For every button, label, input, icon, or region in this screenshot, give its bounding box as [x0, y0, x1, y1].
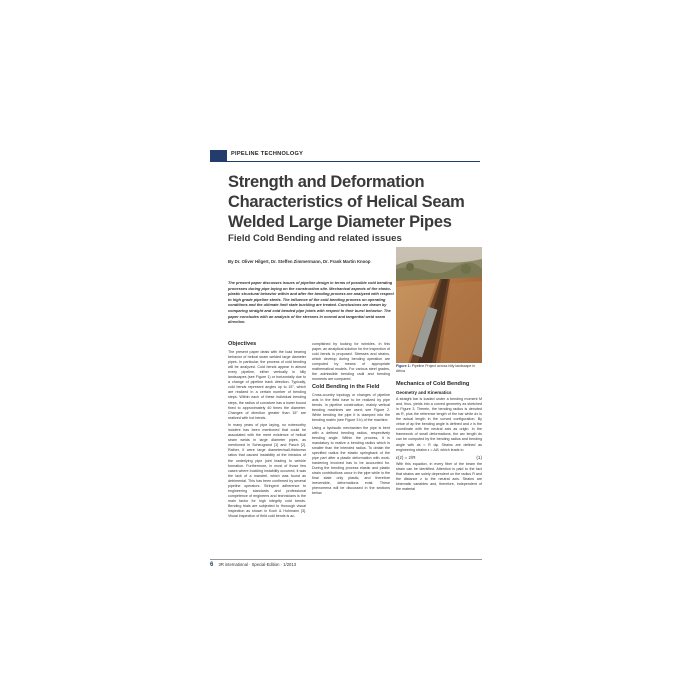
page-footer — [210, 562, 482, 568]
pipeline-trench-image — [396, 247, 482, 363]
equation-1-number: (1) — [476, 455, 482, 461]
objectives-paragraph-2: In many years of pipe laying, no noteworthy incident has been mentioned that could be associated with the mere existence of helical seam welds in large diameter pipes, as mentioned in Scheugrand [1] and Pasch [2]. Rather, it were large diameter/wall-thickness ratios that caused instability at the intrados of the underlying pipe joint leading to wrinkle formation. Furthermore, in most of those few cases where buckling instability occurred, it was the lack of a mandrel, which was found as detrimental. This has been confirmed by several pipeline operators. Stringent adherence to engineering standards and professional competence of engineers and technicians is the main factor for high integrity cold bends. Bending trials are subjected to thorough visual inspection as shown in Koch & Hohmann [3]. Visual inspection of field cold bends is ac- — [228, 423, 306, 519]
cold-bending-heading: Cold Bending in the Field — [312, 383, 380, 390]
objectives-heading: Objectives — [228, 341, 257, 347]
pipeline-photo — [396, 247, 482, 363]
cold-bending-paragraph-2: Using a hydraulic mechanism the pipe is bent with a defined bending radius, respectively bending angle. Within the process, it is mandatory to realize a bending radius which is smaller than the intended radius. To obtain the specified radius the elastic springback of the pipe part after a plastic deformation with work-hardening involved has to be accounted for. During the bending process elastic and plastic strain contributions occur in the pipe while in the final state only plastic, and therefore irreversible, deformations exist. These phenomena will be discussed in the sections below. — [312, 425, 390, 496]
geometry-subheading: Geometry and Kinematics — [396, 390, 452, 396]
column-3 — [396, 382, 482, 495]
equation-1 — [396, 455, 482, 460]
figure-label: Figure 1: — [396, 364, 411, 368]
article-abstract: The present paper discusses issues of pipeline design in terms of possible cold bending processes during pipe laying on the construction site. Mechanical aspects of the elasto-plastic structural behavior within and after the bending process are analyzed with respect to high grade pipeline steels. The influence of the cold bending process on operating conditions and the ultimate limit state buckling are treated. Conclusions are drawn by comparing straight and cold bended pipe joints with respect to their burst behavior. The paper concludes with an analysis of the stresses in normal and tangential weld seam direction. — [228, 280, 394, 325]
section-label: PIPELINE TECHNOLOGY — [231, 151, 304, 157]
section-rule — [227, 161, 480, 162]
figure-caption-text: Pipeline Project across hilly landscape in Africa — [396, 364, 475, 373]
article-subtitle: Field Cold Bending and related issues — [228, 233, 402, 244]
article-authors: By Dr. Oliver Hilgert, Dr. Steffen Zimmermann, Dr. Frank Martin Knoop — [228, 259, 371, 264]
equation-1-formula: ε(z) = z/R — [396, 455, 416, 461]
mechanics-paragraph-1: A straight bar is loaded under a bending moment M and, thus, yields into a curved geometry as sketched in Figure 3. Therein, the bending radius is denoted as R, plus the reference length of the bar while dx is the actual length in the curved configuration. By virtue of ap the bending angle is defined and z is the coordinate with the neutral axis as origin. In the framework of small deformations, the arc length ds can be computed by the bending radius and bending angle with ds = R dφ. Strains are defined as engineering strains ε = Δl/l, which leads to — [396, 397, 482, 452]
page-number: 6 — [210, 562, 214, 568]
cold-bending-paragraph-1: Cross-country topology or changes of pipeline axis in the field have to be realized by pipe bends. In pipeline construction, mainly vertical bending machines are used; see Figure 2. While bending the pipe it is clamped into the bending matrix (see Figure 3 b) of the machine. — [312, 392, 390, 423]
figure-caption — [396, 364, 482, 373]
section-header — [210, 150, 480, 162]
mechanics-heading: Mechanics of Cold Bending — [396, 381, 470, 387]
objectives-continuation: complished by looking for wrinkles. In this paper, an analytical solution for the inspection of cold bends is proposed. Stresses and strains, which develop during bending operation are computed by means of appropriate mathematical models. For various steel grades, the admissible bending radii and bending moments are compared. — [312, 342, 390, 382]
objectives-paragraph-1: The present paper deals with the load bearing behavior of helical seam welded large diameter pipes. In particular, the process of cold bending will be analyzed. Cold bends appear in almost every pipeline, either vertically in hilly landscapes (see Figure 1) or horizontally due to a change of pipeline track direction. Typically, cold bends represent angles up to 15°, which are realized in a certain number of bending steps. Within each of these individual bending steps, the radius of curvature has a lower bound fixed to approximately 40 times the diameter. Changes of direction greater than 15° are realized with hot bends. — [228, 350, 306, 420]
column-1 — [228, 342, 306, 522]
column-2 — [312, 342, 390, 499]
article-title: Strength and Deformation Characteristics of Helical Seam Welded Large Diameter Pipes — [228, 173, 465, 231]
footer-text: 3R international · Special-Edition · 1/2013 — [218, 562, 297, 567]
mechanics-paragraph-2: With this equation, in every fiber of the beam the strain can be identified. Attention is paid to the fact that strains are solely dependent on the radius R and the distance z to the neutral axis. Strains are kinematic variables and, therefore, independent of the material — [396, 462, 482, 492]
footer-rule — [210, 559, 482, 560]
section-color-block — [210, 150, 227, 162]
